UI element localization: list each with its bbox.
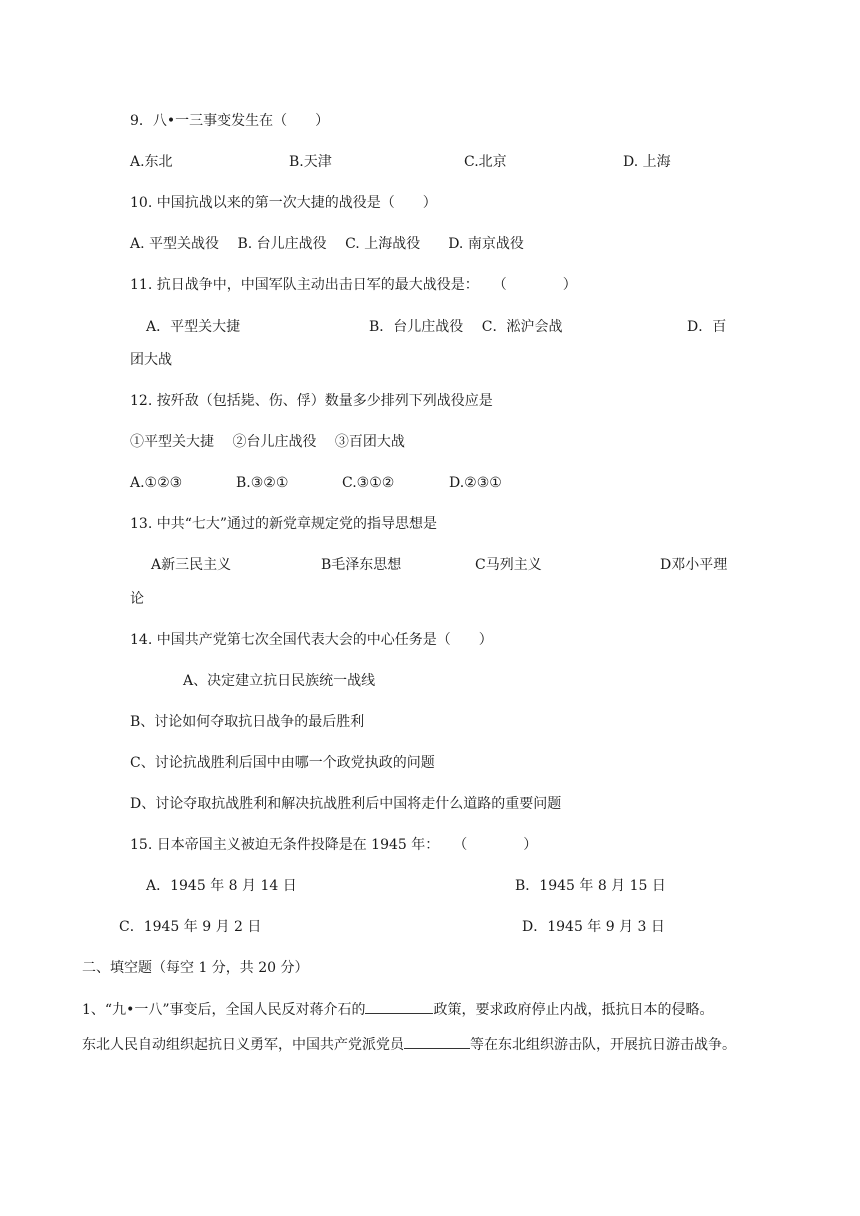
question-12-option-d: D.②③① [449, 475, 502, 491]
question-14-option-c: C、讨论抗战胜利后国中由哪一个政党执政的问题 [130, 755, 435, 771]
fill-blank-2[interactable] [404, 1034, 470, 1049]
question-9-option-c: C.北京 [464, 154, 507, 170]
fill-question-1-line-2 [82, 1034, 736, 1054]
question-11-option-bc: B．台儿庄战役 C．淞沪会战 [369, 319, 563, 335]
question-14-option-b: B、讨论如何夺取抗日战争的最后胜利 [130, 714, 365, 730]
question-15-option-a: A．1945 年 8 月 14 日 [146, 878, 297, 894]
question-14-option-d: D、讨论夺取抗战胜利和解决抗战胜利后中国将走什么道路的重要问题 [130, 796, 562, 812]
question-9-option-a: A.东北 [130, 154, 173, 170]
question-11-option-d: D．百 [687, 319, 727, 335]
question-13-option-b: B毛泽东思想 [321, 557, 402, 573]
question-10-stem: 10. 中国抗战以来的第一次大捷的战役是（ ） [130, 195, 437, 211]
question-12-option-c: C.③①② [342, 475, 395, 491]
fill-question-1-text-3: 东北人民自动组织起抗日义勇军，中国共产党派党员 [82, 1037, 404, 1053]
question-9-stem: 9．八•一三事变发生在（ ） [130, 113, 330, 129]
fill-blank-1[interactable] [365, 999, 433, 1014]
fill-question-1-text-2: 政策，要求政府停止内战，抵抗日本的侵略。 [433, 1002, 714, 1018]
question-13-option-d-cont: 论 [130, 591, 144, 607]
question-12-items: ①平型关大捷 ②台儿庄战役 ③百团大战 [130, 434, 405, 450]
question-13-option-c: C马列主义 [475, 557, 542, 573]
question-11-option-d-cont: 团大战 [130, 352, 172, 368]
question-15-option-c: C．1945 年 9 月 2 日 [119, 919, 262, 935]
question-12-option-b: B.③②① [236, 475, 289, 491]
section-2-title: 二、填空题（每空 1 分，共 20 分） [82, 960, 309, 976]
fill-question-1-text-4: 等在东北组织游击队，开展抗日游击战争。 [470, 1037, 736, 1053]
fill-question-1-text-1: 1、“九•一八”事变后，全国人民反对蒋介石的 [82, 1002, 366, 1018]
question-9-option-b: B.天津 [289, 154, 332, 170]
question-13-option-a: A新三民主义 [151, 557, 232, 573]
question-9-option-d: D. 上海 [623, 154, 671, 170]
question-12-stem: 12. 按歼敌（包括毙、伤、俘）数量多少排列下列战役应是 [130, 393, 493, 409]
question-14-stem: 14. 中国共产党第七次全国代表大会的中心任务是（ ） [130, 632, 493, 648]
question-11-option-a: A．平型关大捷 [146, 319, 241, 335]
question-15-option-b: B．1945 年 8 月 15 日 [515, 878, 666, 894]
question-13-option-d: D邓小平理 [660, 557, 728, 573]
question-12-option-a: A.①②③ [130, 475, 183, 491]
question-10-options: A. 平型关战役 B. 台儿庄战役 C. 上海战役 D. 南京战役 [130, 236, 524, 252]
question-15-stem: 15. 日本帝国主义被迫无条件投降是在 1945 年： （ ） [130, 837, 538, 853]
question-15-option-d: D．1945 年 9 月 3 日 [522, 919, 665, 935]
fill-question-1-line-1 [82, 999, 713, 1019]
question-13-stem: 13. 中共“七大”通过的新党章规定党的指导思想是 [130, 516, 438, 532]
question-14-option-a: A、决定建立抗日民族统一战线 [183, 673, 376, 689]
question-11-stem: 11. 抗日战争中，中国军队主动出击日军的最大战役是： （ ） [130, 277, 577, 293]
